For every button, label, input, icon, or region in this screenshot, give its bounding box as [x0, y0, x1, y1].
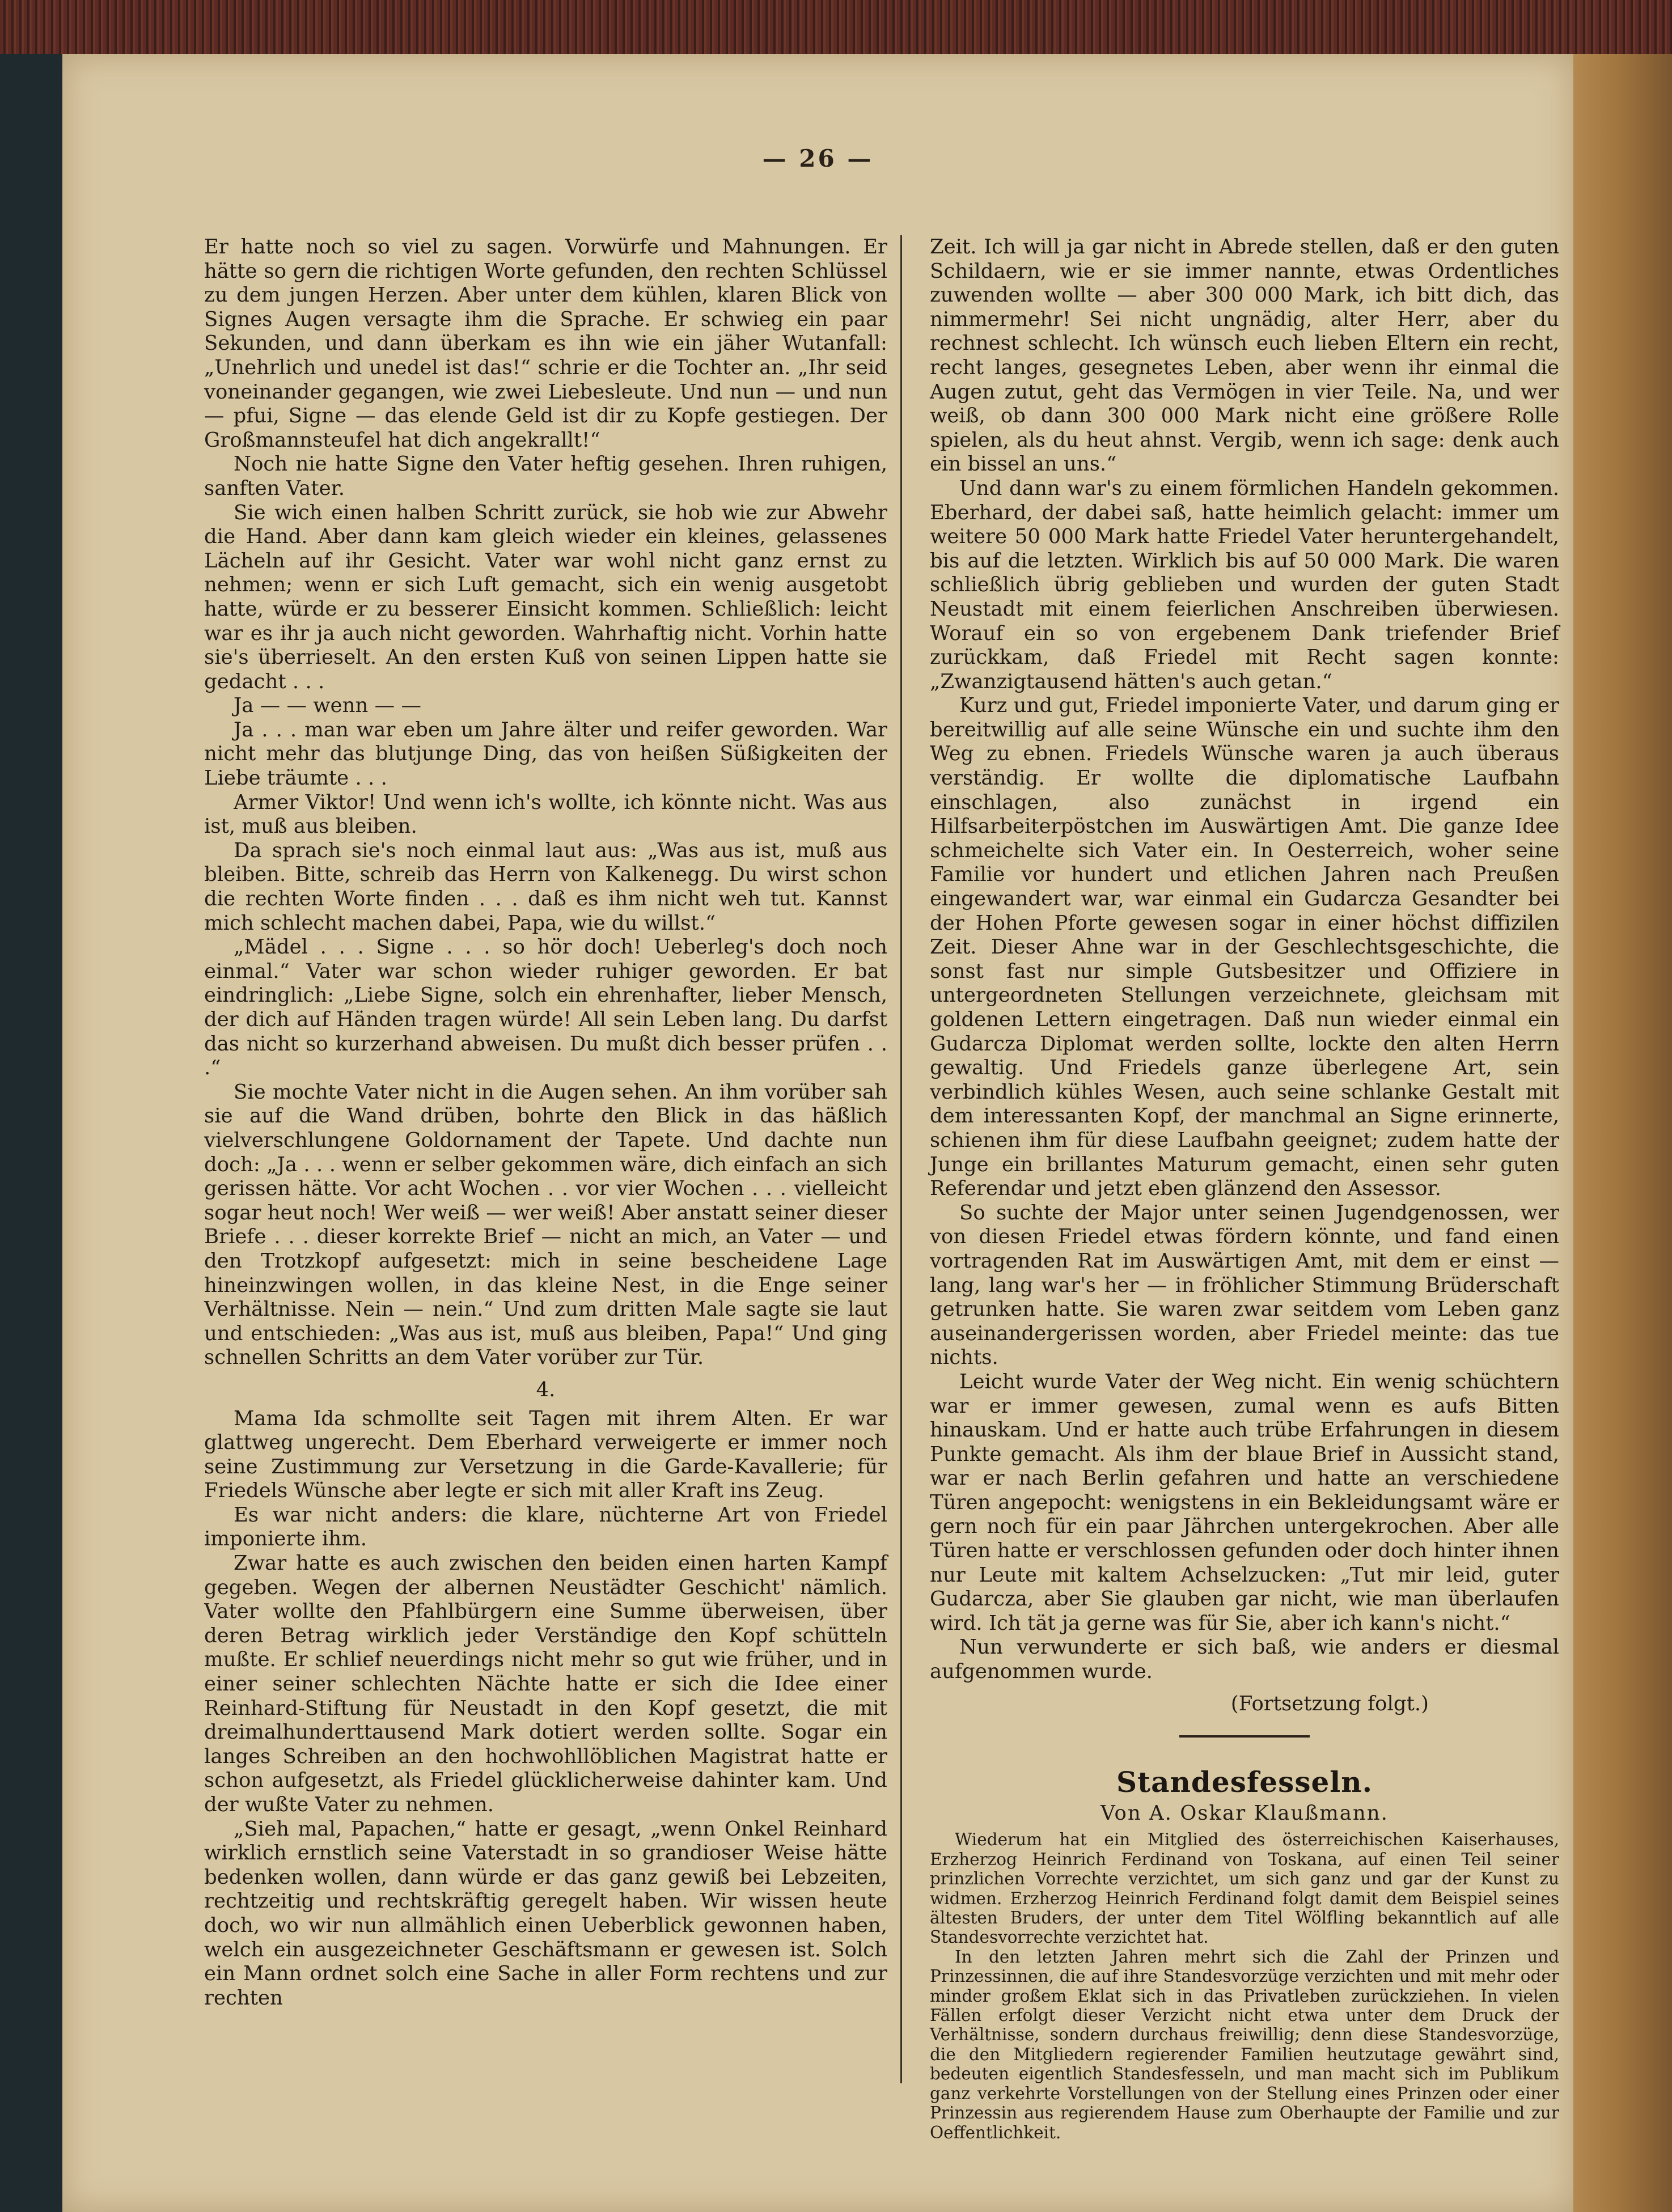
paragraph: Armer Viktor! Und wenn ich's wollte, ich könnte nicht. Was aus ist, muß aus bleiben. — [204, 790, 887, 838]
paragraph: Sie mochte Vater nicht in die Augen sehen. An ihm vorüber sah sie auf die Wand drüben, bohrte den Blick in das häßlich vielverschlungene Goldornament der Tapete. Und dachte nun doch: „Ja . . . wenn er selber gekommen wäre, dich einfach an sich gerissen hätte. Vor acht Wochen . . vor vier Wochen . . . vielleicht sogar heut noch! Wer weiß — wer weiß! Aber anstatt seiner dieser Briefe . . . dieser korrekte Brief — nicht an mich, an Vater — und den Trotzkopf aufgesetzt: mich in seine bescheidene Lage hineinzwingen wollen, in das kleine Nest, in die Enge seiner Verhältnisse. Nein — nein.“ Und zum dritten Male sagte sie laut und entschieden: „Was aus ist, muß aus bleiben, Papa!“ Und ging schnellen Schritts an dem Vater vorüber zur Tür. — [204, 1080, 887, 1370]
column-divider — [900, 235, 902, 2083]
continuation-note: (Fortsetzung folgt.) — [1230, 1692, 1429, 1715]
chapter-number: 4. — [536, 1378, 556, 1401]
book-cover-edge — [1571, 54, 1672, 2212]
right-column — [930, 235, 1559, 2142]
paragraph: Wiederum hat ein Mitglied des österreichischen Kaiserhauses, Erzherzog Heinrich Ferdinand von Toskana, auf einen Teil seiner prinzlichen Vorrechte verzichtet, um sich ganz und gar der Kunst zu widmen. Erzherzog Heinrich Ferdinand folgt damit dem Beispiel seines ältesten Bruders, der unter dem Titel Wölfling bekanntlich auf alle Standesvorrechte verzichtet hat. — [930, 1830, 1559, 1947]
paragraph: Da sprach sie's noch einmal laut aus: „Was aus ist, muß aus bleiben. Bitte, schreib das Herrn von Kalkenegg. Du wirst schon die rechten Worte finden . . . daß es ihm nicht weh tut. Kannst mich schlecht machen dabei, Papa, wie du willst.“ — [204, 838, 887, 935]
paragraph: Zwar hatte es auch zwischen den beiden einen harten Kampf gegeben. Wegen der albernen Neustädter Geschicht' nämlich. Vater wollte den Pfahlbürgern eine Summe überweisen, über deren Betrag wirklich jeder Verständige den Kopf schütteln mußte. Er schlief neuerdings nicht mehr so gut wie früher, und in einer seiner schlechten Nächte hatte er sich die Idee einer Reinhard-Stiftung für Neustadt in den Kopf gesetzt, die mit dreimalhunderttausend Mark dotiert werden sollte. Sogar ein langes Schreiben an den hochwohllöblichen Magistrat hatte er schon aufgesetzt, als Friedel glücklicherweise dahinter kam. Und der wußte Vater zu nehmen. — [204, 1552, 887, 1816]
paragraph: Ja — — wenn — — — [234, 694, 421, 718]
article-headline: Standesfesseln. — [1116, 1765, 1373, 1799]
paragraph: Kurz und gut, Friedel imponierte Vater, und darum ging er bereitwillig auf alle seine Wünsche ein und suchte ihm den Weg zu ebnen. Friedels Wünsche waren ja auch überaus verständig. Er wollte die diplomatische Laufbahn einschlagen, also zunächst in irgend ein Hilfsarbeiterpöstchen im Auswärtigen Amt. Die ganze Idee schmeichelte sich Vater ein. In Oesterreich, woher seine Familie vor hundert und etlichen Jahren nach Preußen eingewandert war, war einmal ein Gudarcza Gesandter bei der Hohen Pforte gewesen sogar in einer höchst diffizilen Zeit. Dieser Ahne war in der Geschlechtsgeschichte, die sonst fast nur simple Gutsbesitzer und Offiziere in untergeordneten Stellungen verzeichnete, gleichsam mit goldenen Lettern eingetragen. Daß nun wieder einmal ein Gudarcza Diplomat werden sollte, lockte den alten Herrn gewaltig. Und Friedels ganze überlegene Art, sein verbindlich kühles Wesen, auch seine schlanke Gestalt mit dem interessanten Kopf, der manchmal an Signe erinnerte, schienen ihm für diese Laufbahn geeignet; zudem hatte der Junge ein brillantes Maturum gemacht, einen sehr guten Referendar und jetzt eben glänzend den Assessor. — [930, 694, 1559, 1201]
paragraph: Sie wich einen halben Schritt zurück, sie hob wie zur Abwehr die Hand. Aber dann kam gleich wieder ein kleines, gelassenes Lächeln auf ihr Gesicht. Vater war wohl nicht ganz ernst zu nehmen; wenn er sich Luft gemacht, sich ein wenig ausgetobt hatte, würde er zu besserer Einsicht kommen. Schließlich: leicht war es ihr ja auch nicht geworden. Wahrhaftig nicht. Vorhin hatte sie's überrieselt. An den ersten Kuß von seinen Lippen hatte sie gedacht . . . — [204, 501, 887, 693]
book-binding-edge — [0, 0, 1672, 54]
article-byline: Von A. Oskar Klaußmann. — [1100, 1801, 1389, 1825]
paragraph: Nun verwunderte er sich baß, wie anders er diesmal aufgenommen wurde. — [930, 1635, 1559, 1684]
left-column — [204, 235, 887, 2123]
paragraph: Mama Ida schmollte seit Tagen mit ihrem Alten. Er war glattweg ungerecht. Dem Eberhard verweigerte er immer noch seine Zustimmung zur Versetzung in die Garde-Kavallerie; für Friedels Wünsche aber legte er sich mit aller Kraft ins Zeug. — [204, 1406, 887, 1503]
paragraph: Er hatte noch so viel zu sagen. Vorwürfe und Mahnungen. Er hätte so gern die richtigen Worte gefunden, den rechten Schlüssel zu dem jungen Herzen. Aber unter dem kühlen, klaren Blick von Signes Augen versagte ihm die Sprache. Er schwieg ein paar Sekunden, und dann überkam es ihn wie ein jäher Wutanfall: „Unehrlich und unedel ist das!“ schrie er die Tochter an. „Ihr seid voneinander gegangen, wie zwei Liebesleute. Und nun — und nun — pfui, Signe — das elende Geld ist dir zu Kopfe gestiegen. Der Großmannsteufel hat dich angekrallt!“ — [204, 235, 887, 452]
article-body — [930, 1830, 1559, 2142]
paragraph: Noch nie hatte Signe den Vater heftig gesehen. Ihren ruhigen, sanften Vater. — [204, 452, 887, 500]
paragraph: In den letzten Jahren mehrt sich die Zahl der Prinzen und Prinzessinnen, die auf ihre Standesvorzüge verzichten und mit mehr oder minder großem Eklat sich in das Privatleben zurückziehen. In vielen Fällen erfolgt dieser Verzicht nicht etwa unter dem Druck der Verhältnisse, sondern durchaus freiwillig; denn diese Standesvorzüge, die den Mitgliedern regierender Familien heutzutage gewährt sind, bedeuten eigentlich Standesfesseln, und man macht sich im Publikum ganz verkehrte Vorstellungen von der Stellung eines Prinzen oder einer Prinzessin aus regierendem Hause zum Oberhaupte der Familie und zur Oeffentlichkeit. — [930, 1947, 1559, 2142]
newspaper-page — [62, 54, 1573, 2212]
paragraph: Leicht wurde Vater der Weg nicht. Ein wenig schüchtern war er immer gewesen, zumal wenn es aufs Bitten hinauskam. Und er hatte auch trübe Erfahrungen in diesem Punkte gemacht. Als ihm der blaue Brief in Aussicht stand, war er nach Berlin gefahren und hatte an verschiedene Türen angepocht: wenigstens in ein Bekleidungsamt wäre er gern noch für ein paar Jährchen untergekrochen. Aber alle Türen hatte er verschlossen gefunden oder doch hinter ihnen nur Leute mit kaltem Achselzucken: „Tut mir leid, guter Gudarcza, aber Sie glauben gar nicht, wie man überlaufen wird. Ich tät ja gerne was für Sie, aber ich kann's nicht.“ — [930, 1370, 1559, 1635]
paragraph: „Mädel . . . Signe . . . so hör doch! Ueberleg's doch noch einmal.“ Vater war schon wieder ruhiger geworden. Er bat eindringlich: „Liebe Signe, solch ein ehrenhafter, lieber Mensch, der dich auf Händen tragen würde! All sein Leben lang. Du darfst das nicht so kurzerhand abweisen. Du mußt dich besser prüfen . . .“ — [204, 935, 887, 1080]
paragraph: Ja . . . man war eben um Jahre älter und reifer geworden. War nicht mehr das blutjunge Ding, das von heißen Süßigkeiten der Liebe träumte . . . — [204, 718, 887, 790]
page-number: — 26 — — [762, 145, 874, 172]
paragraph: Zeit. Ich will ja gar nicht in Abrede stellen, daß er den guten Schildaern, wie er sie immer nannte, etwas Ordentliches zuwenden wollte — aber 300 000 Mark, ich bitt dich, das nimmermehr! Sei nicht ungnädig, alter Herr, aber du rechnest schlecht. Ich wünsch euch lieben Eltern ein recht, recht langes, gesegnetes Leben, aber wenn ihr einmal die Augen zutut, geht das Vermögen in vier Teile. Na, und wer weiß, ob dann 300 000 Mark nicht eine größere Rolle spielen, als du heut ahnst. Vergib, wenn ich sage: denk auch ein bissel an uns.“ — [930, 235, 1559, 476]
paragraph: Es war nicht anders: die klare, nüchterne Art von Friedel imponierte ihm. — [204, 1503, 887, 1551]
paragraph: Und dann war's zu einem förmlichen Handeln gekommen. Eberhard, der dabei saß, hatte heimlich gelacht: immer um weitere 50 000 Mark hatte Friedel Vater heruntergehandelt, bis auf die letzten. Wirklich bis auf 50 000 Mark. Die waren schließlich übrig geblieben und wurden der guten Stadt Neustadt mit einem feierlichen Anschreiben überwiesen. Worauf ein so von ergebenem Dank triefender Brief zurückkam, daß Friedel mit Recht sagen konnte: „Zwanzigtausend hätten's auch getan.“ — [930, 476, 1559, 693]
paragraph: So suchte der Major unter seinen Jugendgenossen, wer von diesen Friedel etwas fördern könnte, und fand einen vortragenden Rat im Auswärtigen Amt, mit dem er einst — lang, lang war's her — in fröhlicher Stimmung Brüderschaft getrunken hatte. Sie waren zwar seitdem vom Leben ganz auseinandergerissen worden, aber Friedel meinte: das tue nichts. — [930, 1201, 1559, 1370]
paragraph: „Sieh mal, Papachen,“ hatte er gesagt, „wenn Onkel Reinhard wirklich ernstlich seine Vaterstadt in so grandioser Weise hätte bedenken wollen, dann würde er das ganz gewiß bei Lebzeiten, rechtzeitig und rechtskräftig geregelt haben. Wir wissen heute doch, wo wir nun allmählich einen Ueberblick gewonnen haben, welch ein ausgezeichneter Geschäftsmann er gewesen ist. Solch ein Mann ordnet solch eine Sache in aller Form rechtens und zur rechten — [204, 1817, 887, 2010]
section-rule — [1179, 1735, 1310, 1738]
